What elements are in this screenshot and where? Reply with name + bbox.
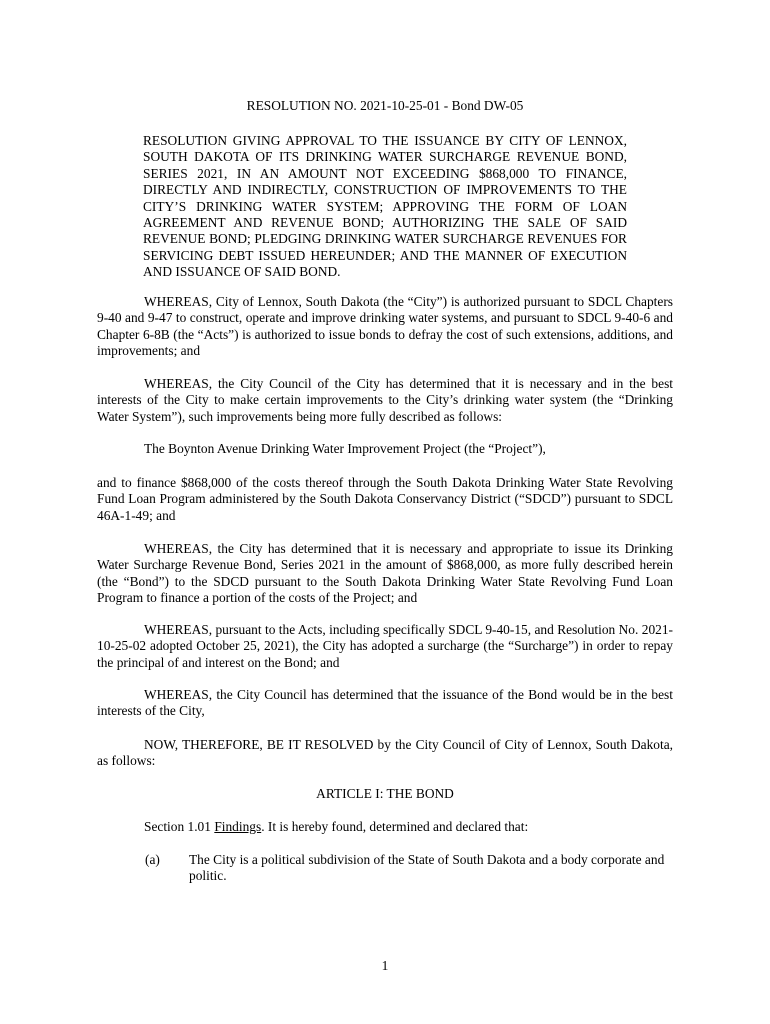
- list-item-text: The City is a political subdivision of the State of South Dakota and a body corporate and politic.: [189, 852, 665, 884]
- page-number: 1: [381, 958, 389, 973]
- whereas-paragraph-4: WHEREAS, pursuant to the Acts, including specifically SDCL 9-40-15, and Resolution No. 2021-10-25-02 adopted October 25, 2021), the City has adopted a surcharge (the “Surcharge”) in order to repay the principal of and interest on the Bond; and: [97, 622, 673, 670]
- whereas-paragraph-1: WHEREAS, City of Lennox, South Dakota (the “City”) is authorized pursuant to SDCL Chapters 9-40 and 9-47 to construct, operate and improve drinking water systems, and pursuant to SDCL 9-40-6 and Chapter 6-8B (the “Acts”) is authorized to issue bonds to defray the cost of such extensions, additions, and improvements; and: [97, 294, 673, 359]
- whereas-paragraph-3: WHEREAS, the City has determined that it is necessary and appropriate to issue its Drinking Water Surcharge Revenue Bond, Series 2021 in the amount of $868,000, as more fully described herein (the “Bond”) to the SDCD pursuant to the South Dakota Drinking Water State Revolving Fund Loan Program to finance a portion of the costs of the Project; and: [97, 541, 673, 606]
- list-item-label: (a): [145, 852, 160, 867]
- whereas-paragraph-2: WHEREAS, the City Council of the City has determined that it is necessary and in the best interests of the City to make certain improvements to the City’s drinking water system (the “Drinking Water System”), such improvements being more fully described as follows:: [97, 376, 673, 424]
- whereas-paragraph-5: WHEREAS, the City Council has determined that the issuance of the Bond would be in the best interests of the City,: [97, 687, 673, 719]
- section-intro-text: . It is hereby found, determined and declared that:: [261, 819, 529, 834]
- resolved-paragraph: NOW, THEREFORE, BE IT RESOLVED by the City Council of City of Lennox, South Dakota, as follows:: [97, 737, 673, 769]
- section-title: Findings: [214, 819, 262, 834]
- resolution-caption: RESOLUTION GIVING APPROVAL TO THE ISSUANCE BY CITY OF LENNOX, SOUTH DAKOTA OF ITS DRINKING WATER SURCHARGE REVENUE BOND, SERIES 2021, IN AN AMOUNT NOT EXCEEDING $868,000 TO FINANCE, DIRECTLY AND INDIRECTLY, CONSTRUCTION OF IMPROVEMENTS TO THE CITY’S DRINKING WATER SYSTEM; APPROVING THE FORM OF LOAN AGREEMENT AND REVENUE BOND; AUTHORIZING THE SALE OF SAID REVENUE BOND; PLEDGING DRINKING WATER SURCHARGE REVENUES FOR SERVICING DEBT ISSUED HEREUNDER; AND THE MANNER OF EXECUTION AND ISSUANCE OF SAID BOND.: [143, 133, 627, 280]
- project-description: The Boynton Avenue Drinking Water Improvement Project (the “Project”),: [144, 441, 546, 456]
- article-heading: ARTICLE I: THE BOND: [316, 786, 454, 801]
- resolution-title: RESOLUTION NO. 2021-10-25-01 - Bond DW-05: [246, 98, 524, 113]
- section-heading: [97, 819, 673, 835]
- finance-paragraph: and to finance $868,000 of the costs thereof through the South Dakota Drinking Water State Revolving Fund Loan Program administered by the South Dakota Conservancy District (“SDCD”) pursuant to SDCL 46A-1-49; and: [97, 475, 673, 523]
- section-number: Section 1.01: [144, 819, 211, 834]
